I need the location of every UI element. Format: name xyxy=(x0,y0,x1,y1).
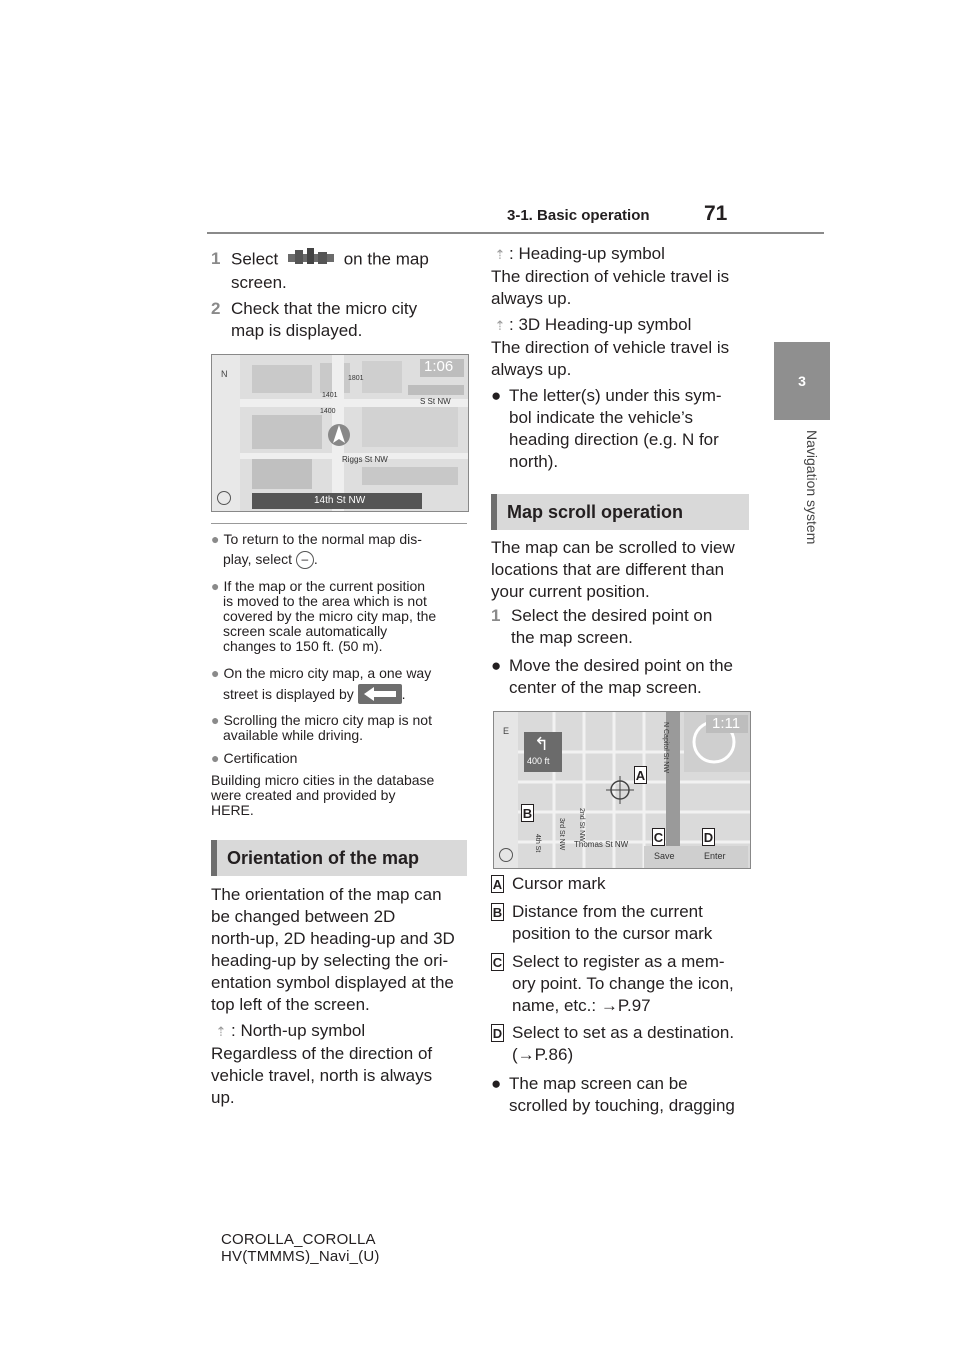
heading-up-3d-icon: ⇡ xyxy=(494,318,506,333)
orientation-paragraph: The orientation of the map can be changed between 2D north-up, 2D heading-up and 3D heading-up by selecting the ori- entation symbol displayed at the top left of the screen. xyxy=(211,885,455,1014)
map-time: 1:11 xyxy=(712,715,741,732)
street-label: Riggs St NW xyxy=(342,455,388,464)
map-compass[interactable]: N xyxy=(221,369,228,379)
footer: COROLLA_COROLLA HV(TMMMS)_Navi_(U) xyxy=(221,1231,380,1265)
legend-d: D Select to set as a destination. (→P.86) xyxy=(492,1023,735,1064)
header-rule xyxy=(207,232,824,234)
note-5: ● Certification xyxy=(211,750,298,766)
map-time: 1:06 xyxy=(424,358,454,375)
scroll-heading: Map scroll operation xyxy=(491,494,749,530)
street-label: N Capitol St NW xyxy=(662,722,669,773)
bullet-icon: ● xyxy=(211,531,220,547)
section-title: 3-1. Basic operation xyxy=(507,207,650,224)
street-label: 14th St NW xyxy=(314,495,366,506)
letters-bullet: ● The letter(s) under this sym- bol indicate the vehicle’s heading direction (e.g. N for north). xyxy=(491,386,722,471)
legend-c: C Select to register as a mem- ory point. To change the icon, name, etc.: →P.97 xyxy=(492,952,734,1015)
bullet-icon: ● xyxy=(211,665,220,681)
callout-b: B xyxy=(522,806,533,821)
legend-b: B Distance from the current position to the cursor mark xyxy=(492,902,713,943)
enter-button[interactable]: Enter xyxy=(704,851,726,861)
note-2: ● If the map or the current position is moved to the area which is not covered by the micro city map, the screen scale automatically changes to 150 ft. (50 m). xyxy=(211,578,437,654)
street-label: 2nd St NW xyxy=(578,808,585,842)
northup-block: ⇡ : North-up symbol Regardless of the direction of vehicle travel, north is always up. xyxy=(211,1021,433,1107)
step-1: 1 Select on the map screen. xyxy=(211,249,429,292)
bullet-icon: ● xyxy=(211,750,220,766)
north-up-icon: ⇡ xyxy=(215,1024,227,1039)
note-1: ● To return to the normal map dis- play, select – . xyxy=(211,532,471,571)
street-label: 3rd St NW xyxy=(558,818,565,851)
chapter-label: Navigation system xyxy=(804,430,820,545)
save-button[interactable]: Save xyxy=(654,851,675,861)
page-number: 71 xyxy=(704,202,728,225)
street-label: S St NW xyxy=(420,397,451,406)
note-rule xyxy=(211,523,467,524)
micro-city-icon xyxy=(287,248,335,272)
bullet-icon: ● xyxy=(211,578,220,594)
heading-up-icon: ⇡ xyxy=(494,247,506,262)
building-number: 1400 xyxy=(320,408,336,415)
building-number: 1401 xyxy=(322,392,338,399)
bullet-icon: ● xyxy=(211,712,220,728)
scroll-step-1: 1 Select the desired point on the map screen. xyxy=(491,606,713,647)
zoom-out-icon[interactable] xyxy=(499,848,513,862)
note-3: ● On the micro city map, a one way street is displayed by . xyxy=(211,666,471,707)
street-label: Thomas St NW xyxy=(574,840,629,849)
zoom-out-icon[interactable] xyxy=(217,491,231,505)
chapter-tab: 3 xyxy=(774,342,830,420)
callout-d: D xyxy=(703,830,714,845)
turn-distance: 400 ft xyxy=(527,756,550,766)
certification-text: Building micro cities in the database were created and provided by HERE. xyxy=(211,772,435,818)
minus-icon: – xyxy=(296,551,314,569)
one-way-arrow-icon xyxy=(358,684,402,707)
micro-city-map xyxy=(211,354,469,512)
callout-a: A xyxy=(635,768,646,783)
building-number: 1801 xyxy=(348,375,364,382)
headingup-3d-block: ⇡ : 3D Heading-up symbol The direction of vehicle travel is always up. xyxy=(491,315,730,379)
bullet-icon: ● xyxy=(491,1074,502,1093)
step-2: 2 Check that the micro city map is displayed. xyxy=(211,299,418,340)
note-4: ● Scrolling the micro city map is not available while driving. xyxy=(211,712,432,743)
headingup-block: ⇡ : Heading-up symbol The direction of vehicle travel is always up. xyxy=(491,244,730,308)
scroll-paragraph: The map can be scrolled to view locations that are different than your current position. xyxy=(491,538,735,601)
scroll-map xyxy=(493,711,751,869)
final-bullet: ● The map screen can be scrolled by touching, dragging xyxy=(491,1074,735,1115)
bullet-icon: ● xyxy=(491,656,502,675)
bullet-icon: ● xyxy=(491,386,502,405)
turn-arrow-icon: ↰ xyxy=(534,734,550,754)
street-label: 4th St xyxy=(534,834,541,853)
orientation-heading: Orientation of the map xyxy=(211,840,467,876)
legend-a: A Cursor mark xyxy=(492,874,606,893)
map-compass[interactable]: E xyxy=(503,726,510,736)
callout-c: C xyxy=(653,830,664,845)
move-bullet: ● Move the desired point on the center of the map screen. xyxy=(491,656,733,697)
